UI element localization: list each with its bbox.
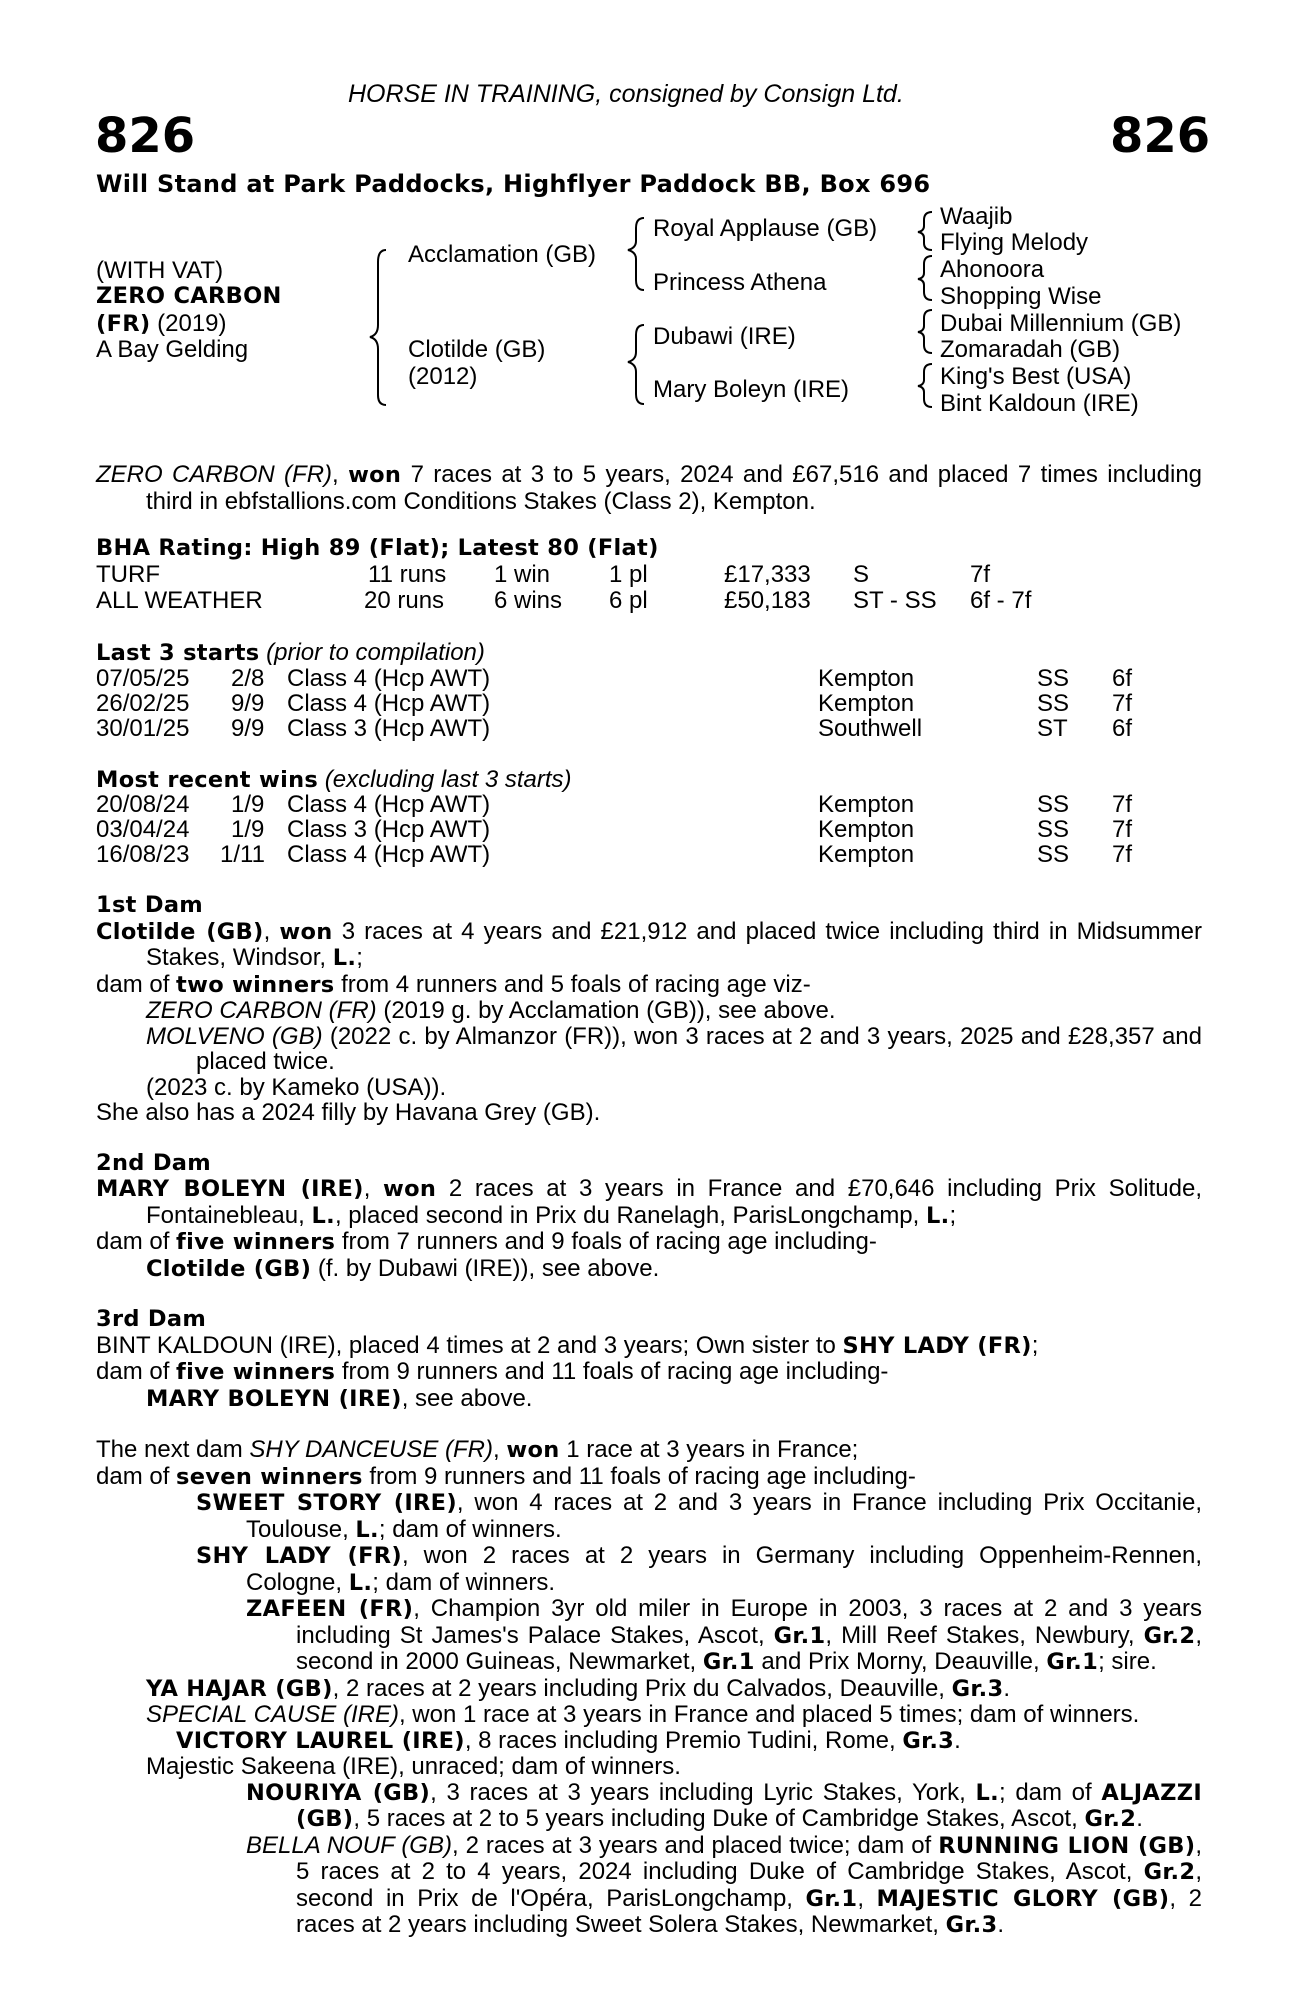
summary-horse-name: ZERO CARBON (FR): [96, 461, 333, 488]
next-dam-name: SHY DANCEUSE (FR): [249, 1436, 494, 1463]
dam1-produce-summary: [96, 972, 1202, 999]
run-distance: 6f: [1112, 715, 1133, 742]
produce-name: MOLVENO (GB): [146, 1022, 323, 1050]
produce-text: and Prix Morny, Deauville,: [754, 1648, 1047, 1675]
run-class: Class 3 (Hcp AWT): [287, 816, 491, 843]
produce-text: , won 4 races at 2 and 3 years in France including Prix Occitanie, Toulouse,: [246, 1489, 1202, 1543]
produce-entry: [96, 1596, 1202, 1676]
next-dam-comma: ,: [493, 1436, 507, 1463]
dam-of-label: dam of: [96, 1228, 177, 1255]
pedigree-sire-dam: Princess Athena: [653, 269, 827, 296]
rating-wins: 6 wins: [494, 587, 563, 614]
dam3-produce-summary: [96, 1359, 1202, 1386]
listed-mark: L.: [355, 1516, 379, 1543]
summary-text2: including third in ebfstallions.com Conditions Stakes (Class 2), Kempton.: [146, 461, 1203, 515]
run-distance: 6f: [1112, 665, 1133, 692]
pedigree-g5: Dubai Millennium (GB): [940, 310, 1182, 337]
group-mark: Gr.1: [702, 1649, 755, 1675]
produce-text: , 8 races including Premio Tudini, Rome,: [464, 1726, 903, 1754]
produce-entry: [96, 1702, 1202, 1728]
run-position: 1/9: [231, 791, 265, 818]
horse-year: (2019): [150, 310, 227, 337]
produce-entry: [96, 1490, 1202, 1543]
produce-text: , see above.: [401, 1384, 533, 1412]
run-date: 30/01/25: [96, 715, 190, 742]
pedigree-g6: Zomaradah (GB): [940, 336, 1121, 363]
dam1-won: won: [279, 918, 333, 945]
dam1-record: [96, 919, 1202, 972]
produce-text: ,: [857, 1884, 877, 1912]
run-class: Class 4 (Hcp AWT): [287, 690, 491, 717]
run-position: 9/9: [231, 690, 265, 717]
dam-of-label: dam of: [96, 1358, 177, 1385]
rating-runs: 20 runs: [364, 587, 445, 614]
produce-text-end: .: [1136, 1805, 1143, 1832]
dam2-produce-summary: [96, 1229, 1202, 1256]
recent-heading-note: (excluding last 3 starts): [318, 766, 572, 793]
run-class: Class 4 (Hcp AWT): [287, 791, 491, 818]
dam2-record: [96, 1176, 1202, 1229]
summary-won: won: [348, 462, 402, 488]
dam2-name: MARY BOLEYN (IRE): [96, 1176, 364, 1202]
group-mark: Gr.3: [902, 1727, 955, 1754]
run-distance: 7f: [1112, 841, 1133, 868]
run-distance: 7f: [1112, 690, 1133, 717]
run-going: SS: [1037, 841, 1070, 868]
produce-name: SHY LADY (FR): [196, 1543, 402, 1569]
produce-text-end: .: [997, 1911, 1005, 1938]
produce-text-end: ; dam of winners.: [378, 1515, 562, 1543]
dam3-winners: five winners: [176, 1359, 336, 1385]
listed-mark: L.: [926, 1202, 950, 1229]
dam2-winners: five winners: [176, 1229, 336, 1255]
rating-going: ST - SS: [853, 587, 937, 614]
group-mark: Gr.3: [951, 1675, 1004, 1702]
dam1-filly-note: She also has a 2024 filly by Havana Grey (GB).: [96, 1099, 601, 1126]
last3-heading: [96, 640, 485, 667]
produce-text: , 5 races at 2 to 5 years including Duke of Cambridge Stakes, Ascot,: [353, 1805, 1085, 1832]
produce-name: YA HAJAR (GB): [146, 1675, 333, 1702]
dam2-text: , placed second in Prix du Ranelagh, ParisLongchamp,: [334, 1201, 926, 1229]
run-position: 1/9: [231, 816, 265, 843]
produce-entry: [96, 1256, 1202, 1283]
produce-text-end: ; dam of winners.: [372, 1568, 555, 1596]
race-summary: ZERO CARBON (FR), won 7 races at 3 to 5 years, 2024 and £67,516 and placed 7 times including third in ebfstallions.com Conditions Stakes (Class 2), Kempton.: [96, 461, 1203, 515]
produce-text: , 3 races at 3 years including Lyric Stakes, York,: [430, 1778, 976, 1806]
produce-text: (f. by Dubawi (IRE)), see above.: [311, 1254, 660, 1282]
produce-name: SPECIAL CAUSE (IRE): [146, 1701, 399, 1728]
pedigree-g4: Shopping Wise: [940, 283, 1102, 310]
dam2-text: 2 races at 3 years in France and £70,646 including Prix Solitude, Fontainebleau,: [146, 1175, 1202, 1229]
next-dam-text-end: 1 race at 3 years in France;: [559, 1436, 859, 1463]
next-dam-text: The next dam: [96, 1436, 250, 1463]
rating-surface: ALL WEATHER: [96, 587, 263, 614]
produce-entry: [96, 1676, 1202, 1703]
run-position: 1/11: [220, 841, 265, 868]
dam-of-label: dam of: [96, 970, 177, 998]
produce-entry: Majestic Sakeena (IRE), unraced; dam of winners.: [146, 1753, 681, 1780]
listed-mark: L.: [348, 1569, 373, 1596]
rating-going: S: [853, 561, 870, 588]
pedigree-dam: Clotilde (GB): [408, 336, 546, 363]
group-mark: Gr.2: [1143, 1859, 1196, 1885]
dam3-text-end: ;: [1031, 1331, 1039, 1359]
dam1-winners: two winners: [176, 971, 335, 998]
next-dam-produce-text: from 9 runners and 11 foals of racing age including-: [362, 1462, 916, 1490]
recent-wins-heading: [96, 767, 572, 794]
pedigree-g2: Flying Melody: [940, 229, 1089, 256]
rating-distance: 7f: [970, 561, 991, 588]
run-course: Southwell: [818, 715, 923, 742]
produce-entry: [96, 1024, 1202, 1075]
produce-entry: (2023 c. by Kameko (USA)).: [146, 1073, 447, 1101]
produce-name: ZAFEEN (FR): [246, 1596, 414, 1622]
produce-name: SWEET STORY (IRE): [196, 1490, 457, 1516]
dam1-produce-text: from 4 runners and 5 foals of racing age viz-: [334, 970, 811, 998]
produce-name: ZERO CARBON (FR): [146, 997, 377, 1024]
run-distance: 7f: [1112, 791, 1133, 818]
bha-rating-heading: BHA Rating: High 89 (Flat); Latest 80 (Flat): [96, 535, 659, 561]
pedigree-dam-year: (2012): [408, 363, 478, 390]
produce-text: , won 1 race at 3 years in France and placed 5 times; dam of winners.: [398, 1701, 1140, 1728]
rating-wins: 1 win: [494, 561, 551, 588]
produce-text: , second in Prix de l'Opéra, ParisLongchamp,: [296, 1858, 1202, 1912]
run-going: SS: [1037, 816, 1070, 843]
produce-text: , 2 races at 2 years including Sweet Solera Stakes, Newmarket,: [296, 1884, 1202, 1938]
group-mark: Gr.1: [805, 1885, 858, 1912]
group-mark: Gr.2: [1084, 1806, 1137, 1832]
pedigree-g1: Waajib: [940, 203, 1013, 230]
produce-entry: [96, 1780, 1202, 1833]
produce-entry: [96, 1386, 1202, 1413]
dam2-comma: ,: [363, 1175, 384, 1202]
run-date: 20/08/24: [96, 791, 190, 818]
recent-heading-title: Most recent wins: [96, 767, 319, 793]
vat-label: (WITH VAT): [96, 257, 224, 284]
lot-number-left: 826: [95, 108, 196, 164]
produce-text: , Mill Reef Stakes, Newbury,: [825, 1621, 1144, 1649]
run-position: 2/8: [231, 665, 265, 692]
dam1-text: 3 races at 4 years and £21,912 and placed twice including third in Midsummer Stakes, Windsor,: [146, 917, 1203, 971]
rating-prize: £50,183: [724, 587, 811, 614]
produce-text-end: ; sire.: [1098, 1648, 1157, 1675]
produce-text: (2022 c. by Almanzor (FR)), won 3 races at 2 and 3 years, 2025 and £28,357 and placed twice.: [196, 1022, 1202, 1075]
next-dam-produce-summary: [96, 1464, 1202, 1491]
run-course: Kempton: [818, 841, 915, 868]
run-class: Class 4 (Hcp AWT): [287, 841, 491, 868]
produce-name: BELLA NOUF (GB): [246, 1831, 452, 1859]
next-dam-won: won: [506, 1437, 560, 1463]
horse-name: ZERO CARBON: [96, 283, 282, 309]
run-going: SS: [1037, 791, 1070, 818]
rating-prize: £17,333: [724, 561, 811, 588]
run-date: 03/04/24: [96, 816, 190, 843]
rating-placed: 6 pl: [609, 587, 648, 614]
produce-winner-name: RUNNING LION (GB): [938, 1832, 1196, 1859]
run-going: SS: [1037, 690, 1070, 717]
produce-text-end: .: [954, 1726, 961, 1754]
dam3-text: BINT KALDOUN (IRE), placed 4 times at 2 and 3 years; Own sister to: [96, 1331, 843, 1359]
pedigree-g8: Bint Kaldoun (IRE): [940, 390, 1139, 417]
run-date: 07/05/25: [96, 665, 190, 692]
run-distance: 7f: [1112, 816, 1133, 843]
run-class: Class 4 (Hcp AWT): [287, 665, 491, 692]
produce-text: (2019 g. by Acclamation (GB)), see above.: [376, 997, 836, 1024]
run-course: Kempton: [818, 690, 915, 717]
produce-entry: [96, 1543, 1202, 1596]
rating-runs: 11 runs: [368, 561, 447, 588]
horse-suffix: (FR): [96, 311, 151, 337]
produce-winner-name: MAJESTIC GLORY (GB): [876, 1885, 1170, 1912]
rating-distance: 6f - 7f: [970, 587, 1032, 614]
produce-text: , 5 races at 2 to 4 years, 2024 including Duke of Cambridge Stakes, Ascot,: [296, 1831, 1202, 1885]
group-mark: Gr.1: [773, 1622, 826, 1649]
run-date: 16/08/23: [96, 841, 190, 868]
produce-entry: [96, 1833, 1202, 1939]
dam1-text-end: ;: [356, 944, 363, 971]
run-class: Class 3 (Hcp AWT): [287, 715, 491, 742]
last3-heading-note: (prior to compilation): [259, 639, 485, 666]
run-date: 26/02/25: [96, 690, 190, 717]
dam2-heading: 2nd Dam: [96, 1149, 212, 1176]
dam3-heading: 3rd Dam: [96, 1306, 207, 1332]
dam3-produce-text: from 9 runners and 11 foals of racing age including-: [335, 1358, 889, 1385]
dam1-comma: ,: [263, 917, 280, 945]
produce-text: , Champion 3yr old miler in Europe in 2003, 3 races at 2 and 3 years including St James's Palace Stakes, Ascot,: [296, 1595, 1202, 1649]
produce-text: , 2 races at 3 years and placed twice; dam of: [451, 1831, 939, 1859]
produce-entry: [96, 1728, 1202, 1755]
produce-name: MARY BOLEYN (IRE): [146, 1385, 402, 1412]
dam1-name: Clotilde (GB): [96, 918, 264, 945]
produce-text-end: .: [1003, 1674, 1011, 1702]
produce-text: , won 2 races at 2 years in Germany including Oppenheim-Rennen, Cologne,: [246, 1542, 1202, 1596]
pedigree-sire-sire: Royal Applause (GB): [653, 215, 878, 242]
produce-name: Clotilde (GB): [146, 1255, 312, 1282]
dam2-won: won: [383, 1176, 437, 1202]
dam2-text-end: ;: [949, 1201, 957, 1229]
dam-sections: [96, 893, 1202, 1939]
listed-mark: L.: [332, 945, 357, 971]
pedigree-dam-sire: Dubawi (IRE): [653, 323, 796, 350]
lot-number-right: 826: [1110, 108, 1211, 164]
group-mark: Gr.2: [1143, 1622, 1196, 1649]
consignment-line: HORSE IN TRAINING, consigned by Consign Ltd.: [348, 80, 904, 108]
produce-text: ; dam of: [998, 1778, 1102, 1806]
produce-name: VICTORY LAUREL (IRE): [176, 1727, 465, 1754]
horse-description: A Bay Gelding: [96, 336, 249, 363]
produce-winner-name: ALJAZZI (GB): [296, 1779, 1202, 1832]
run-course: Kempton: [818, 791, 915, 818]
run-going: ST: [1037, 715, 1068, 742]
location-line: Will Stand at Park Paddocks, Highflyer Paddock BB, Box 696: [96, 170, 931, 198]
produce-entry: [96, 998, 1202, 1024]
dam3-sister: SHY LADY (FR): [842, 1332, 1032, 1359]
run-going: SS: [1037, 665, 1070, 692]
pedigree-dam-dam: Mary Boleyn (IRE): [653, 376, 850, 403]
pedigree-g3: Ahonoora: [940, 256, 1045, 283]
next-dam-winners: seven winners: [176, 1463, 363, 1490]
listed-mark: L.: [311, 1202, 335, 1229]
run-course: Kempton: [818, 816, 915, 843]
dam-of-label: dam of: [96, 1462, 177, 1490]
pedigree-sire: Acclamation (GB): [408, 241, 597, 268]
next-dam-record: [96, 1437, 1202, 1464]
produce-text: , second in 2000 Guineas, Newmarket,: [296, 1621, 1202, 1675]
rating-surface: TURF: [96, 561, 160, 588]
group-mark: Gr.1: [1046, 1649, 1099, 1675]
run-position: 9/9: [231, 715, 265, 742]
last3-heading-title: Last 3 starts: [96, 640, 260, 666]
produce-text: , 2 races at 2 years including Prix du Calvados, Deauville,: [332, 1674, 952, 1702]
dam3-record: [96, 1333, 1202, 1360]
produce-name: NOURIYA (GB): [246, 1779, 431, 1806]
listed-mark: L.: [975, 1779, 999, 1806]
pedigree-g7: King's Best (USA): [940, 363, 1132, 390]
rating-placed: 1 pl: [609, 561, 648, 588]
group-mark: Gr.3: [945, 1912, 998, 1938]
run-course: Kempton: [818, 665, 915, 692]
dam1-heading: 1st Dam: [96, 892, 204, 918]
summary-text1: 7 races at 3 to 5 years, 2024 and £67,516 and placed 7 times: [401, 461, 1098, 488]
dam2-produce-text: from 7 runners and 9 foals of racing age including-: [335, 1228, 877, 1255]
